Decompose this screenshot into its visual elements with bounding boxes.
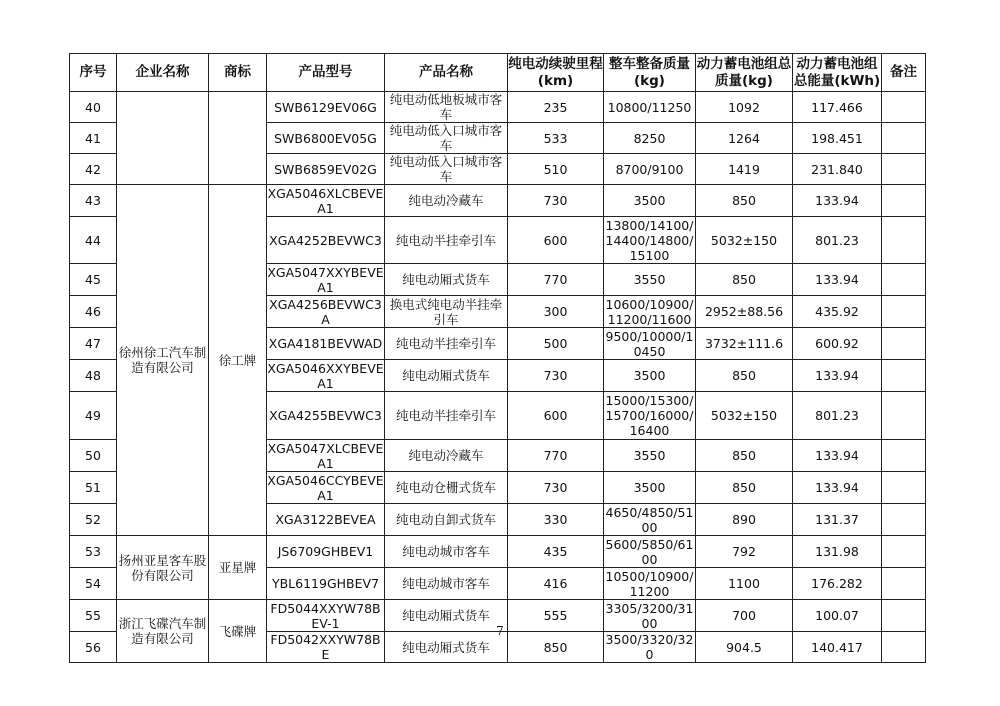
product-cell: 纯电动城市客车 bbox=[385, 536, 508, 568]
battery-mass-cell: 3732±111.6 bbox=[696, 328, 793, 360]
row-no: 46 bbox=[70, 296, 117, 328]
row-no: 50 bbox=[70, 440, 117, 472]
remark-cell bbox=[882, 440, 926, 472]
model-cell: XGA5047XXYBEVEA1 bbox=[267, 264, 384, 295]
range-cell: 770 bbox=[508, 440, 604, 472]
remark-cell bbox=[882, 92, 926, 123]
row-no: 40 bbox=[70, 92, 117, 123]
row-no: 44 bbox=[70, 217, 117, 264]
battery-mass-cell: 850 bbox=[696, 264, 793, 296]
remark-cell bbox=[882, 568, 926, 600]
remark-cell bbox=[882, 504, 926, 536]
battery-energy-cell: 140.417 bbox=[793, 632, 882, 663]
product-cell: 纯电动半挂牵引车 bbox=[385, 328, 508, 360]
row-no: 45 bbox=[70, 264, 117, 296]
range-cell: 510 bbox=[508, 154, 604, 185]
row-no: 56 bbox=[70, 632, 117, 663]
row-no: 41 bbox=[70, 123, 117, 154]
remark-cell bbox=[882, 154, 926, 185]
battery-energy-cell: 133.94 bbox=[793, 185, 882, 217]
company-cell: 徐州徐工汽车制造有限公司 bbox=[117, 185, 209, 536]
model-cell: XGA5047XLCBEVEA1 bbox=[267, 440, 384, 471]
product-cell: 纯电动仓栅式货车 bbox=[385, 472, 508, 504]
battery-energy-cell: 133.94 bbox=[793, 440, 882, 472]
mass-cell: 8250 bbox=[604, 123, 696, 154]
model-cell: JS6709GHBEV1 bbox=[267, 536, 385, 568]
range-cell: 300 bbox=[508, 296, 604, 328]
battery-mass-cell: 1419 bbox=[696, 154, 793, 185]
range-cell: 770 bbox=[508, 264, 604, 296]
range-cell: 730 bbox=[508, 472, 604, 504]
battery-mass-cell: 850 bbox=[696, 360, 793, 392]
product-cell: 纯电动冷藏车 bbox=[385, 185, 508, 217]
model-cell: FD5042XXYW78BE bbox=[267, 632, 385, 663]
battery-energy-cell: 198.451 bbox=[793, 123, 882, 154]
brand-cell: 亚星牌 bbox=[209, 536, 267, 600]
product-cell: 纯电动低入口城市客车 bbox=[385, 123, 508, 154]
battery-mass-cell: 850 bbox=[696, 472, 793, 504]
remark-cell bbox=[882, 392, 926, 440]
model-cell: XGA3122BEVEA bbox=[267, 504, 385, 536]
battery-energy-cell: 131.37 bbox=[793, 504, 882, 536]
product-cell: 纯电动自卸式货车 bbox=[385, 504, 508, 536]
range-cell: 330 bbox=[508, 504, 604, 536]
product-cell: 纯电动冷藏车 bbox=[385, 440, 508, 472]
mass-cell: 3305/3200/3100 bbox=[604, 600, 696, 632]
range-cell: 730 bbox=[508, 185, 604, 217]
battery-mass-cell: 700 bbox=[696, 600, 793, 632]
mass-cell: 3500 bbox=[604, 185, 696, 217]
row-no: 47 bbox=[70, 328, 117, 360]
remark-cell bbox=[882, 123, 926, 154]
product-cell: 纯电动半挂牵引车 bbox=[385, 392, 508, 440]
model-cell: SWB6859EV02G bbox=[267, 154, 385, 185]
table-row bbox=[70, 92, 926, 123]
battery-energy-cell: 131.98 bbox=[793, 536, 882, 568]
range-cell: 500 bbox=[508, 328, 604, 360]
product-cell: 纯电动半挂牵引车 bbox=[385, 217, 508, 264]
mass-cell: 15000/15300/15700/16000/16400 bbox=[604, 392, 696, 440]
mass-cell: 10800/11250 bbox=[604, 92, 696, 123]
header-remark: 备注 bbox=[882, 54, 926, 92]
header-no: 序号 bbox=[70, 54, 117, 92]
company-cell: 扬州亚星客车股份有限公司 bbox=[117, 536, 209, 600]
model-cell: XGA5046XXYBEVEA1 bbox=[267, 360, 384, 391]
row-no: 51 bbox=[70, 472, 117, 504]
battery-energy-cell: 117.466 bbox=[793, 92, 882, 123]
range-cell: 416 bbox=[508, 568, 604, 600]
header-mass: 整车整备质量(kg) bbox=[604, 54, 696, 92]
battery-energy-cell: 133.94 bbox=[793, 360, 882, 392]
model-cell: XGA4256BEVWC3A bbox=[267, 296, 385, 328]
battery-mass-cell: 904.5 bbox=[696, 632, 793, 663]
mass-cell: 4650/4850/5100 bbox=[604, 504, 696, 536]
table-row bbox=[70, 536, 926, 568]
mass-cell: 13800/14100/14400/14800/15100 bbox=[604, 217, 696, 264]
model-cell: FD5044XXYW78BEV-1 bbox=[267, 600, 385, 632]
battery-mass-cell: 850 bbox=[696, 440, 793, 472]
row-no: 42 bbox=[70, 154, 117, 185]
range-cell: 600 bbox=[508, 392, 604, 440]
range-cell: 533 bbox=[508, 123, 604, 154]
mass-cell: 10600/10900/11200/11600 bbox=[604, 296, 696, 328]
mass-cell: 3500 bbox=[604, 472, 696, 504]
vehicle-table bbox=[69, 53, 926, 663]
model-cell: SWB6129EV06G bbox=[267, 92, 385, 123]
product-cell: 纯电动低入口城市客车 bbox=[385, 154, 508, 185]
row-no: 43 bbox=[70, 185, 117, 217]
row-no: 53 bbox=[70, 536, 117, 568]
table-body bbox=[70, 92, 926, 663]
battery-energy-cell: 435.92 bbox=[793, 296, 882, 328]
row-no: 55 bbox=[70, 600, 117, 632]
model-cell: XGA4181BEVWAD bbox=[267, 328, 385, 360]
remark-cell bbox=[882, 328, 926, 360]
model-cell: YBL6119GHBEV7 bbox=[267, 568, 385, 600]
header-brand: 商标 bbox=[209, 54, 267, 92]
brand-cell: 徐工牌 bbox=[209, 185, 267, 536]
battery-mass-cell: 5032±150 bbox=[696, 392, 793, 440]
battery-mass-cell: 2952±88.56 bbox=[696, 296, 793, 328]
product-cell: 纯电动厢式货车 bbox=[385, 360, 508, 392]
brand-cell bbox=[209, 92, 267, 185]
range-cell: 730 bbox=[508, 360, 604, 392]
remark-cell bbox=[882, 536, 926, 568]
header-company: 企业名称 bbox=[117, 54, 209, 92]
header-product: 产品名称 bbox=[385, 54, 508, 92]
row-no: 52 bbox=[70, 504, 117, 536]
header-range: 纯电动续驶里程(km) bbox=[508, 54, 604, 92]
battery-energy-cell: 231.840 bbox=[793, 154, 882, 185]
page-number: 7 bbox=[496, 624, 504, 638]
product-cell: 换电式纯电动半挂牵引车 bbox=[385, 296, 508, 328]
battery-mass-cell: 890 bbox=[696, 504, 793, 536]
model-cell: XGA5046CCYBEVEA1 bbox=[267, 472, 384, 503]
battery-mass-cell: 1100 bbox=[696, 568, 793, 600]
product-cell: 纯电动低地板城市客车 bbox=[385, 92, 508, 123]
mass-cell: 9500/10000/10450 bbox=[604, 328, 696, 360]
battery-mass-cell: 792 bbox=[696, 536, 793, 568]
mass-cell: 8700/9100 bbox=[604, 154, 696, 185]
battery-mass-cell: 850 bbox=[696, 185, 793, 217]
battery-mass-cell: 5032±150 bbox=[696, 217, 793, 264]
header-model: 产品型号 bbox=[267, 54, 385, 92]
remark-cell bbox=[882, 217, 926, 264]
range-cell: 600 bbox=[508, 217, 604, 264]
mass-cell: 3550 bbox=[604, 440, 696, 472]
battery-energy-cell: 801.23 bbox=[793, 217, 882, 264]
mass-cell: 3500/3320/320 bbox=[604, 632, 696, 663]
brand-cell: 飞碟牌 bbox=[209, 600, 267, 663]
range-cell: 555 bbox=[508, 600, 604, 632]
range-cell: 235 bbox=[508, 92, 604, 123]
battery-energy-cell: 801.23 bbox=[793, 392, 882, 440]
range-cell: 850 bbox=[508, 632, 604, 663]
product-cell: 纯电动厢式货车 bbox=[385, 632, 508, 663]
battery-mass-cell: 1092 bbox=[696, 92, 793, 123]
product-cell: 纯电动厢式货车 bbox=[385, 264, 508, 296]
battery-mass-cell: 1264 bbox=[696, 123, 793, 154]
mass-cell: 3500 bbox=[604, 360, 696, 392]
row-no: 49 bbox=[70, 392, 117, 440]
mass-cell: 10500/10900/11200 bbox=[604, 568, 696, 600]
model-cell: XGA5046XLCBEVEA1 bbox=[267, 185, 384, 216]
table-row bbox=[70, 185, 926, 217]
remark-cell bbox=[882, 185, 926, 217]
remark-cell bbox=[882, 296, 926, 328]
battery-energy-cell: 100.07 bbox=[793, 600, 882, 632]
row-no: 48 bbox=[70, 360, 117, 392]
header-battery-mass: 动力蓄电池组总质量(kg) bbox=[696, 54, 793, 92]
remark-cell bbox=[882, 360, 926, 392]
header-row bbox=[70, 54, 926, 92]
header-battery-energy: 动力蓄电池组总能量(kWh) bbox=[793, 54, 882, 92]
company-cell bbox=[117, 92, 209, 185]
battery-energy-cell: 176.282 bbox=[793, 568, 882, 600]
battery-energy-cell: 600.92 bbox=[793, 328, 882, 360]
mass-cell: 5600/5850/6100 bbox=[604, 536, 696, 568]
battery-energy-cell: 133.94 bbox=[793, 472, 882, 504]
model-cell: XGA4252BEVWC3 bbox=[267, 217, 385, 264]
model-cell: XGA4255BEVWC3 bbox=[267, 392, 385, 440]
remark-cell bbox=[882, 472, 926, 504]
mass-cell: 3550 bbox=[604, 264, 696, 296]
battery-energy-cell: 133.94 bbox=[793, 264, 882, 296]
company-cell: 浙江飞碟汽车制造有限公司 bbox=[117, 600, 209, 663]
remark-cell bbox=[882, 264, 926, 296]
product-cell: 纯电动厢式货车 bbox=[385, 600, 508, 632]
row-no: 54 bbox=[70, 568, 117, 600]
range-cell: 435 bbox=[508, 536, 604, 568]
model-cell: SWB6800EV05G bbox=[267, 123, 385, 154]
product-cell: 纯电动城市客车 bbox=[385, 568, 508, 600]
